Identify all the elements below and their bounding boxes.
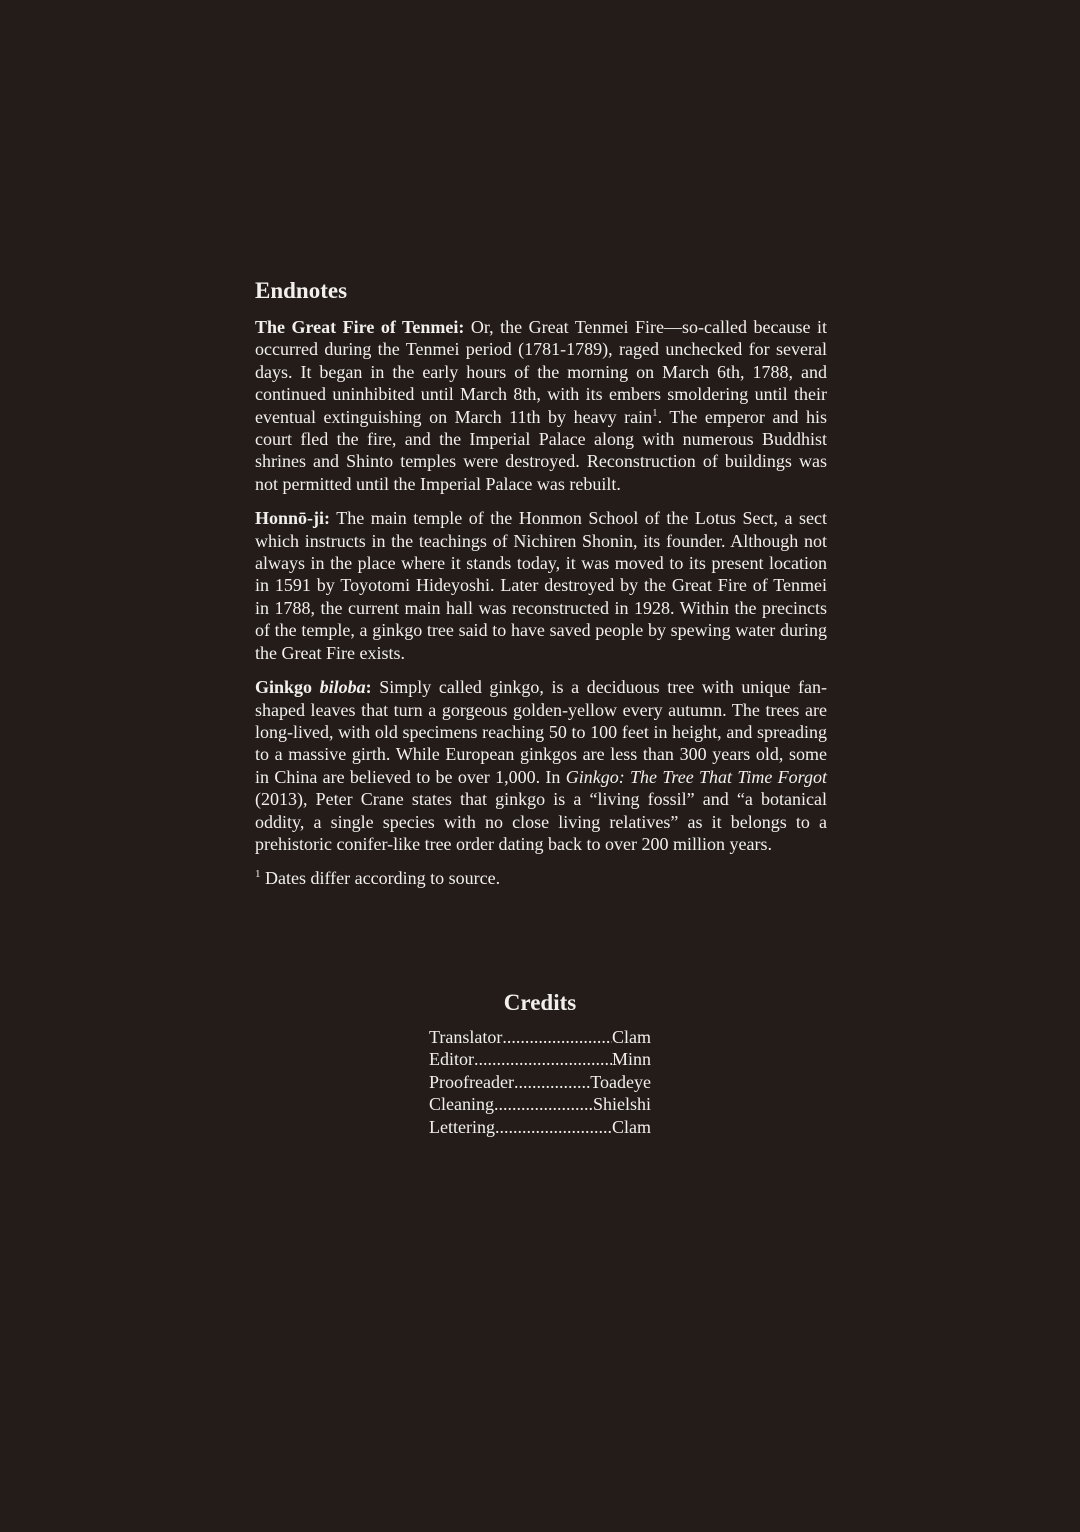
leader-dots bbox=[502, 1026, 612, 1048]
endnote-text: The main temple of the Honmon School of the Lotus Sect, a sect which instructs in the teachings of Nichiren Shonin, its founder. Although not always in the place where it stands today, it was moved to its present location in 1591 by Toyotomi Hideyoshi. Later destroyed by the Great Fire of Tenmei in 1788, the current main hall was reconstructed in 1928. Within the precincts of the temple, a ginkgo tree said to have saved people by spewing water during the Great Fire exists. bbox=[255, 508, 827, 663]
footnote-marker: 1 bbox=[255, 868, 261, 881]
endnotes-title: Endnotes bbox=[255, 278, 348, 303]
credit-row bbox=[429, 1093, 651, 1115]
credit-row bbox=[429, 1116, 651, 1138]
credit-row bbox=[429, 1071, 651, 1093]
endnote-term-colon: : bbox=[365, 677, 372, 698]
credit-name: Toadeye bbox=[590, 1071, 651, 1092]
leader-dots bbox=[474, 1048, 612, 1070]
endnotes-section bbox=[255, 276, 827, 889]
credit-name: Shielshi bbox=[592, 1094, 651, 1115]
endnote-honnoji bbox=[255, 507, 827, 664]
credit-row bbox=[429, 1026, 651, 1048]
credit-name: Clam bbox=[612, 1027, 651, 1047]
leader-dots bbox=[494, 1093, 593, 1115]
credit-role: Translator bbox=[429, 1027, 503, 1047]
endnote-term: Honnō-ji: bbox=[255, 508, 331, 529]
credit-row bbox=[429, 1048, 651, 1070]
credit-role: Proofreader bbox=[429, 1071, 514, 1092]
credit-name: Clam bbox=[612, 1116, 651, 1137]
endnote-ginkgo bbox=[255, 676, 827, 855]
endnote-term: The Great Fire of Tenmei: bbox=[255, 317, 465, 337]
endnote-text: (2013), Peter Crane states that ginkgo is a “living fossil” and “a botanical oddity, a single species with no close living relatives” as it belongs to a prehistoric conifer-like tree order dating back to over 200 million years. bbox=[255, 789, 827, 854]
leader-dots bbox=[495, 1116, 612, 1138]
footnote-ref: 1 bbox=[652, 406, 658, 419]
credit-role: Editor bbox=[429, 1049, 474, 1070]
endnote-text: . The emperor and his court fled the fire, and the Imperial Palace along with numerous Buddhist shrines and Shinto temples were destroyed. Reconstruction of buildings was not permitted until the Imperial Palace was rebuilt. bbox=[255, 406, 827, 494]
endnote-great-fire bbox=[255, 316, 827, 495]
endnote-term-italic: biloba bbox=[319, 677, 366, 698]
endnote-text: Or, the Great Tenmei Fire—so-called because it occurred during the Tenmei period (1781-1789), raged unchecked for several days. It began in the early hours of the morning on March 6th, 1788, and continued uninhibited until March 8th, with its embers smoldering until their eventual extinguishing on March 11th by heavy rain bbox=[255, 317, 827, 427]
credit-name: Minn bbox=[611, 1049, 651, 1070]
credits-section bbox=[429, 988, 651, 1138]
credit-role: Cleaning bbox=[429, 1094, 494, 1115]
endnote-text: Simply called ginkgo, is a deciduous tree with unique fan-shaped leaves that turn a gorgeous golden-yellow every autumn. The trees are long-lived, with old specimens reaching 50 to 100 feet in height, and spreading to a massive girth. While European ginkgos are less than 300 years old, some in China are believed to be over 1,000. In bbox=[255, 677, 827, 787]
credits-title: Credits bbox=[503, 990, 577, 1015]
footnote bbox=[255, 867, 827, 889]
footnote-text: Dates differ according to source. bbox=[260, 868, 501, 889]
book-title: Ginkgo: The Tree That Time Forgot bbox=[565, 766, 827, 787]
credit-role: Lettering bbox=[429, 1116, 495, 1137]
leader-dots bbox=[514, 1071, 590, 1093]
endnote-term: Ginkgo bbox=[255, 677, 320, 698]
